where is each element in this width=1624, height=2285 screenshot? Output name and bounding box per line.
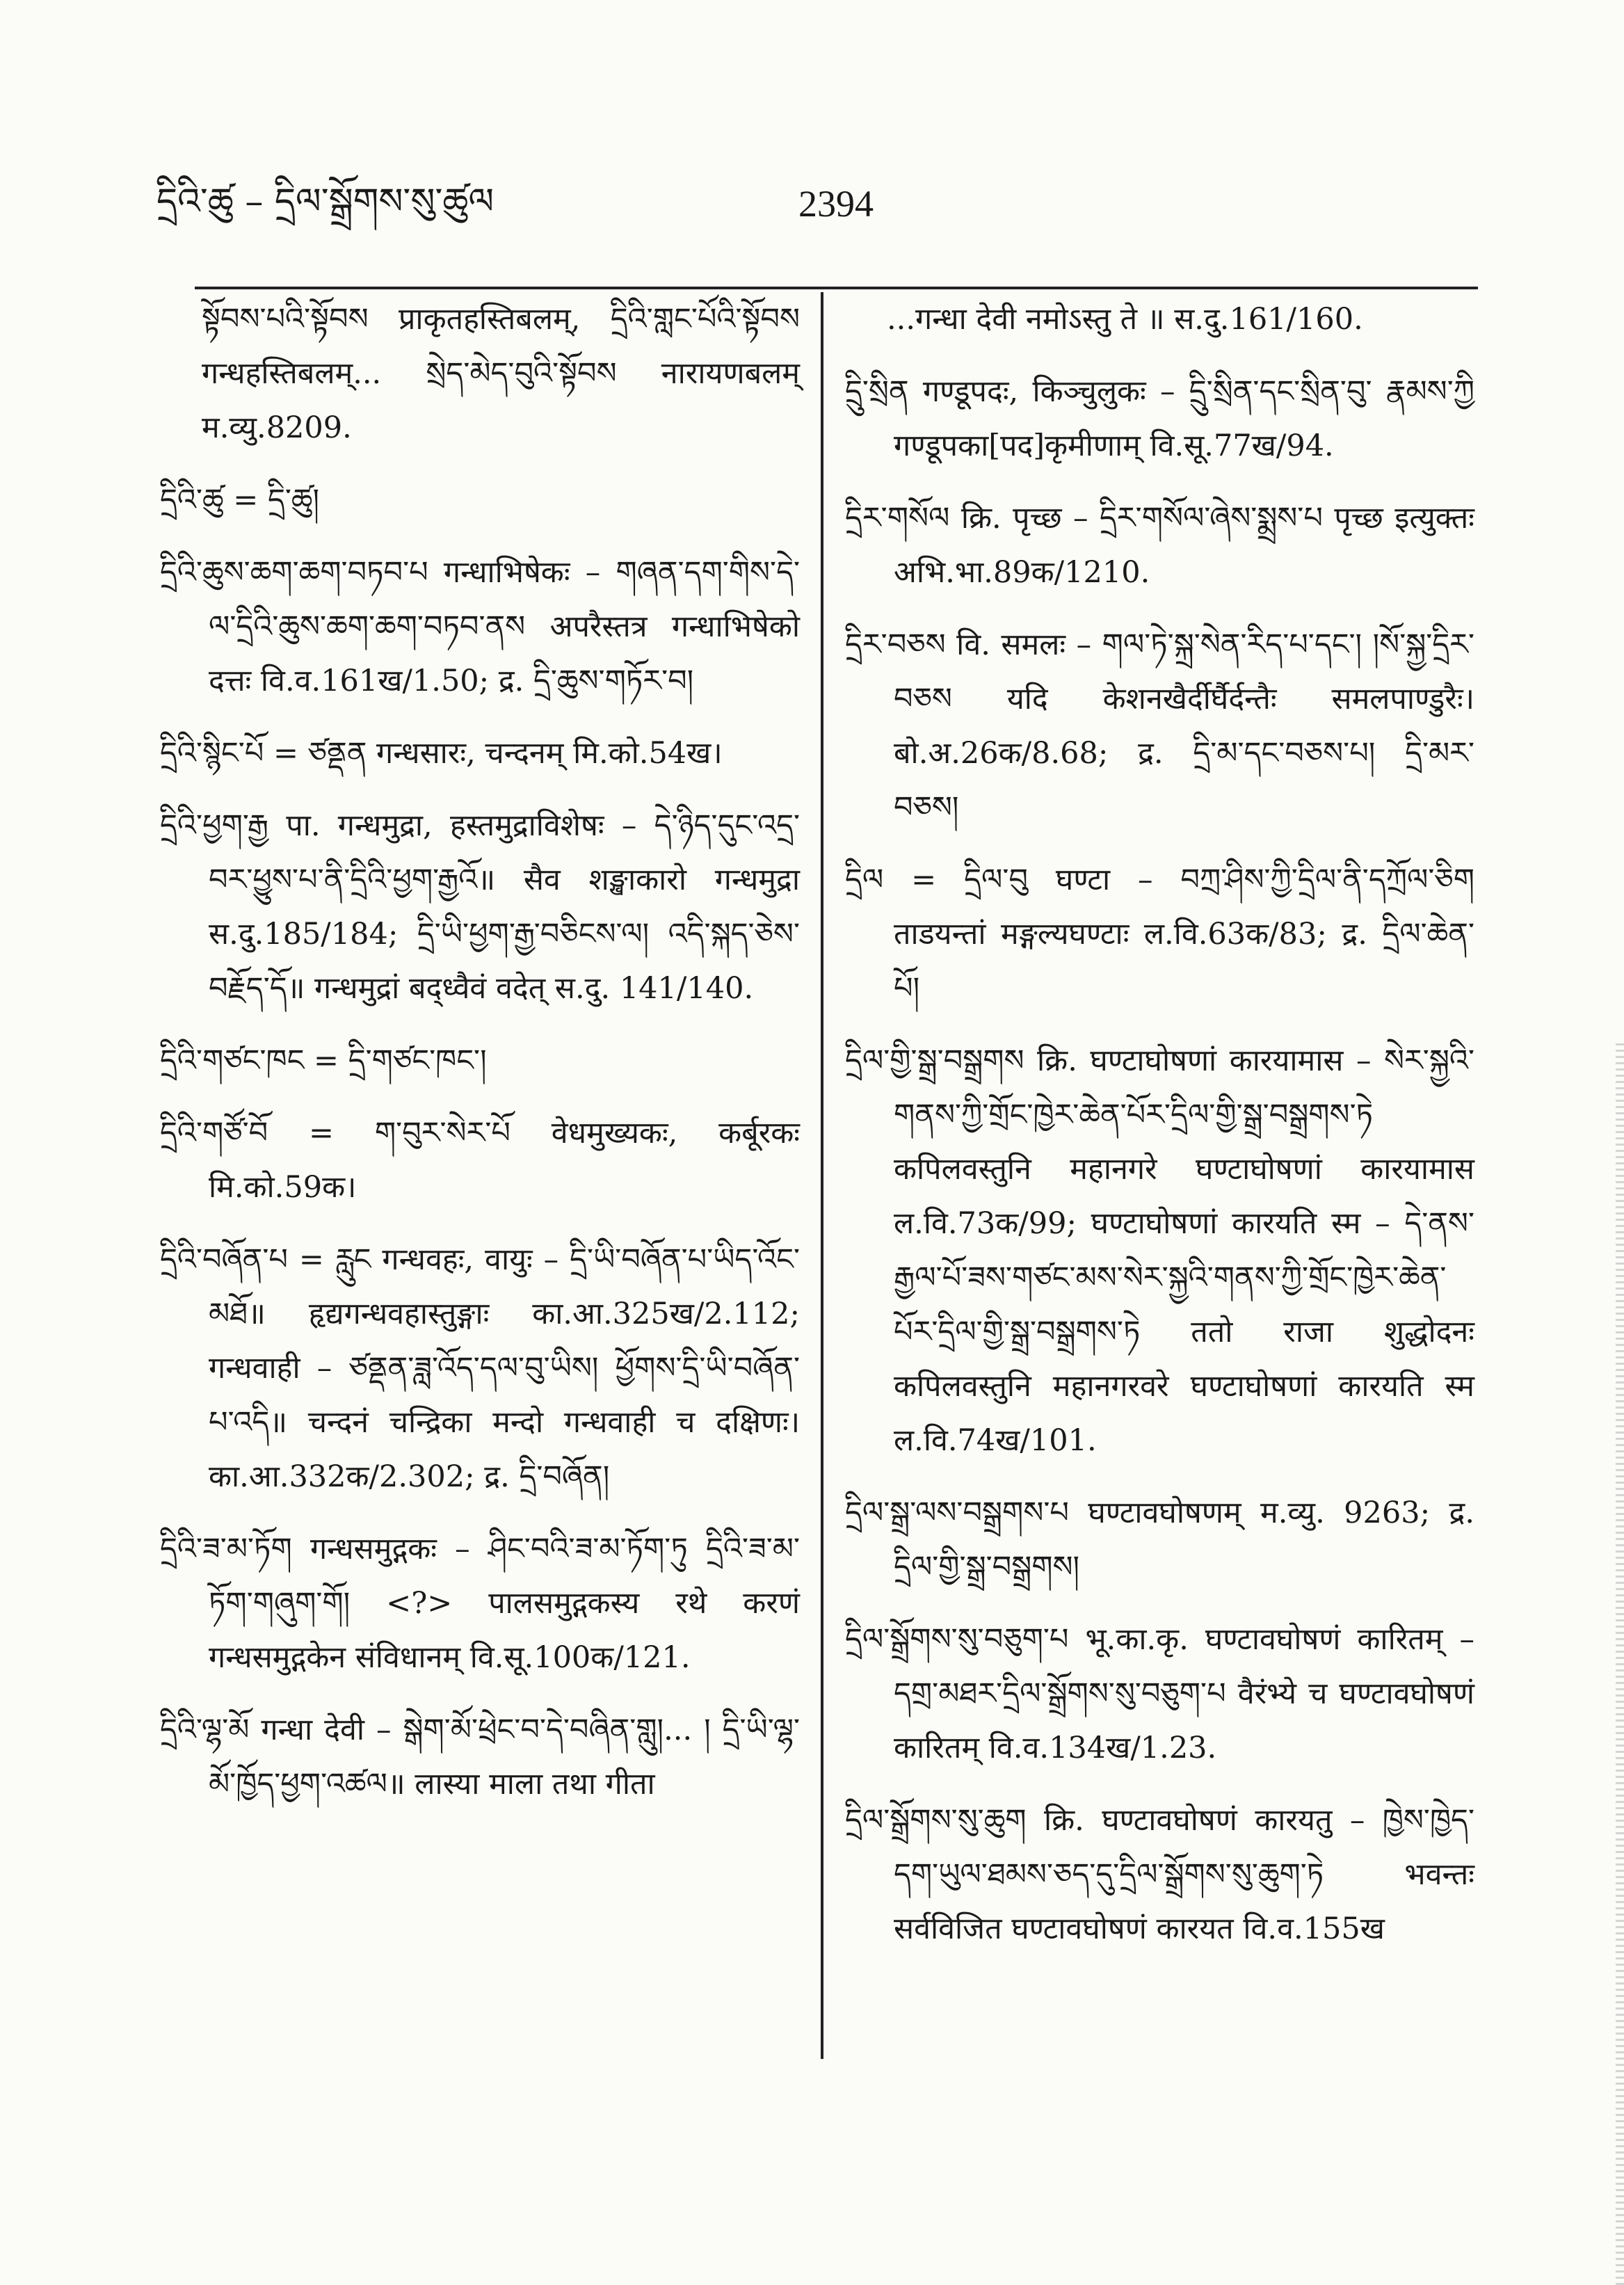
dictionary-entry: དྲིའི་གཙང་ཁང = དྲི་གཙང་ཁང་། [160, 1043, 487, 1078]
dictionary-entry: ...गन्धा देवी नमोऽस्तु ते ॥ स.दु.161/160. [887, 302, 1363, 337]
right-column [845, 292, 1474, 1974]
page-number: 2394 [798, 183, 874, 225]
dictionary-entry: དྲིར་གསོལ क्रि. पृच्छ – དྲིར་གསོལ་ཞེས་སྨྲས་པ पृच्छ इत्युक्तः अभि.भा.89क/1210. [845, 501, 1474, 590]
dictionary-entry: དྲིལ་སྒྲ་ལས་བསྒྲགས་པ घण्टावघोषणम् म.व्यु. 9263; द्र. དྲིལ་གྱི་སྒྲ་བསྒྲགས། [845, 1496, 1474, 1585]
header-rule [195, 287, 1478, 289]
dictionary-entry: དྲིའི་སྙིང་པོ = ཙནྡན गन्धसारः, चन्दनम् मि.को.54ख। [160, 736, 723, 771]
dictionary-entry: དྲིལ་སྒྲོགས་སུ་བཅུག་པ भू.का.कृ. घण्टावघोषणं कारितम् – དགྲ་མཐར་དྲིལ་སྒྲོགས་སུ་བཅུག་པ वैरंभ्ये च घण्टावघोषणं कारितम् वि.व.134ख/1.23. [845, 1622, 1474, 1765]
running-head: དྲིའི་ཚུ – དྲིལ་སྒྲོགས་སུ་ཚུལ [156, 181, 495, 223]
dictionary-entry: དྲིའི་ཆུས་ཆག་ཆག་བཏབ་པ गन्धाभिषेकः – གཞན་དག་གིས་དེ་ལ་དྲིའི་ཆུས་ཆག་ཆག་བཏབ་ནས अपरैस्तत्र गन्धाभिषेको दत्तः वि.व.161ख/1.50; द्र. དྲི་ཆུས་གཏོར་བ། [160, 555, 800, 698]
dictionary-entry: དྲིུ་སྲིན गण्डूपदः, किञ्चुलुकः – དྲིུ་སྲིན་དང་སྲིན་བུ་ རྣམས་ཀྱི गण्डूपका[पद]कृमीणाम् वि.सू.77ख/94. [845, 374, 1474, 463]
dictionary-entry: དྲིའི་ལྷ་མོ गन्धा देवी – སྒེག་མོ་ཕྲེང་བ་དེ་བཞིན་གླུ།... ། དྲི་ཡི་ལྷ་མོ་ཁྱོད་ཕྱག་འཚལ॥ लास्या माला तथा गीता [160, 1713, 800, 1802]
dictionary-entry: དྲིའི་བཞོན་པ = རླུང गन्धवहः, वायुः – དྲི་ཡི་བཞོན་པ་ཡིད་འོང་མཐོ॥ हृद्यगन्धवहास्तुङ्गाः का.आ.325ख/2.112; गन्धवाही – ཙནྡན་ཟླ་འོད་དལ་བུ་ཡིས། ཕྱོགས་དྲི་ཡི་བཞོན་པ་འདི॥ चन्दनं चन्द्रिका मन्दो गन्धवाही च दक्षिणः। का.आ.332क/2.302; द्र. དྲི་བཞོན། [160, 1242, 800, 1494]
dictionary-entry: སྟོབས་པའི་སྟོབས प्राकृतहस्तिबलम्, དྲིའི་གླང་པོའི་སྟོབས गन्धहस्तिबलम्... སྲེད་མེད་བུའི་སྟོབས नारायणबलम् म.व्यु.8209. [202, 302, 800, 445]
dictionary-entry: དྲིའི་གཙོ་བོ = ག་བུར་སེར་པོ वेधमुख्यकः, कर्बूरकः मि.को.59क। [160, 1116, 800, 1205]
left-column [160, 292, 800, 1829]
dictionary-entry: དྲིལ་སྒྲོགས་སུ་ཆུག क्रि. घण्टावघोषणं कारयतु – ཁྱེས་ཁྱེད་དག་ཡུལ་ཐམས་ཅད་དུ་དྲིལ་སྒྲོགས་སུ་ཆུག་ཏེ भवन्तः सर्वविजित घण्टावघोषणं कारयत वि.व.155ख [845, 1803, 1474, 1946]
page-edge-shadow [1616, 1043, 1624, 2285]
column-divider [821, 292, 823, 2059]
dictionary-entry: དྲིའི་ཕྱག་རྒྱ पा. गन्धमुद्रा, हस्तमुद्राविशेषः – དེ་ཉིད་དུང་འདྲ་བར་ཕྱུས་པ་ནི་དྲིའི་ཕྱག་རྒྱའོ॥ सैव शङ्खाकारो गन्धमुद्रा स.दु.185/184; དྲི་ཡི་ཕྱག་རྒྱ་བཅིངས་ལ། འདི་སྐད་ཅེས་བརྗོད་དོ॥ गन्धमुद्रां बद्ध्वैवं वदेत् स.दु. 141/140. [160, 808, 800, 1006]
dictionary-entry: དྲིའི་ཚུ = དྲི་ཚུ། [160, 483, 320, 518]
dictionary-entry: དྲིལ = དྲིལ་བུ घण्टा – བཀྲ་ཤིས་ཀྱི་དྲིལ་ནི་དཀྲོལ་ཅིག ताडयन्तां मङ्गल्यघण्टाः ल.वि.63क/83; द्र. དྲིལ་ཆེན་པོ། [845, 863, 1474, 1006]
dictionary-entry: དྲིའི་ཟ་མ་ཏོག गन्धसमुद्गकः – ཤིང་བའི་ཟ་མ་ཏོག་ཏུ དྲིའི་ཟ་མ་ཏོག་གཞུག་གོ། <?> पालसमुद्गकस्य रथे करणं गन्धसमुद्गकेन संविधानम् वि.सू.100क/121. [160, 1532, 800, 1675]
dictionary-entry: དྲིལ་གྱི་སྒྲ་བསྒྲགས क्रि. घण्टाघोषणां कारयामास – སེར་སྐྱའི་གནས་ཀྱི་གྲོང་ཁྱེར་ཆེན་པོར་དྲིལ་གྱི་སྒྲ་བསྒྲགས་ཏེ कपिलवस्तुनि महानगरे घण्टाघोषणां कारयामास ल.वि.73क/99; घण्टाघोषणां कारयति स्म – དེ་ནས་རྒྱལ་པོ་ཟས་གཙང་མས་སེར་སྐྱའི་གནས་ཀྱི་གྲོང་ཁྱེར་ཆེན་པོར་དྲིལ་གྱི་སྒྲ་བསྒྲགས་ཏེ ततो राजा शुद्धोदनः कपिलवस्तुनि महानगरवरे घण्टाघोषणां कारयति स्म ल.वि.74ख/101. [845, 1043, 1474, 1458]
dictionary-entry: དྲིར་བཅས वि. समलः – གལ་ཏེ་སྐྲ་སེན་རིད་པ་དང་། །སོ་སྐྱ་དྲིར་བཅས यदि केशनखैर्दीर्घैर्दन्तैः समलपाण्डुरैः। बो.अ.26क/8.68; द्र. དྲི་མ་དང་བཅས་པ། དྲི་མར་བཅས། [845, 627, 1474, 825]
